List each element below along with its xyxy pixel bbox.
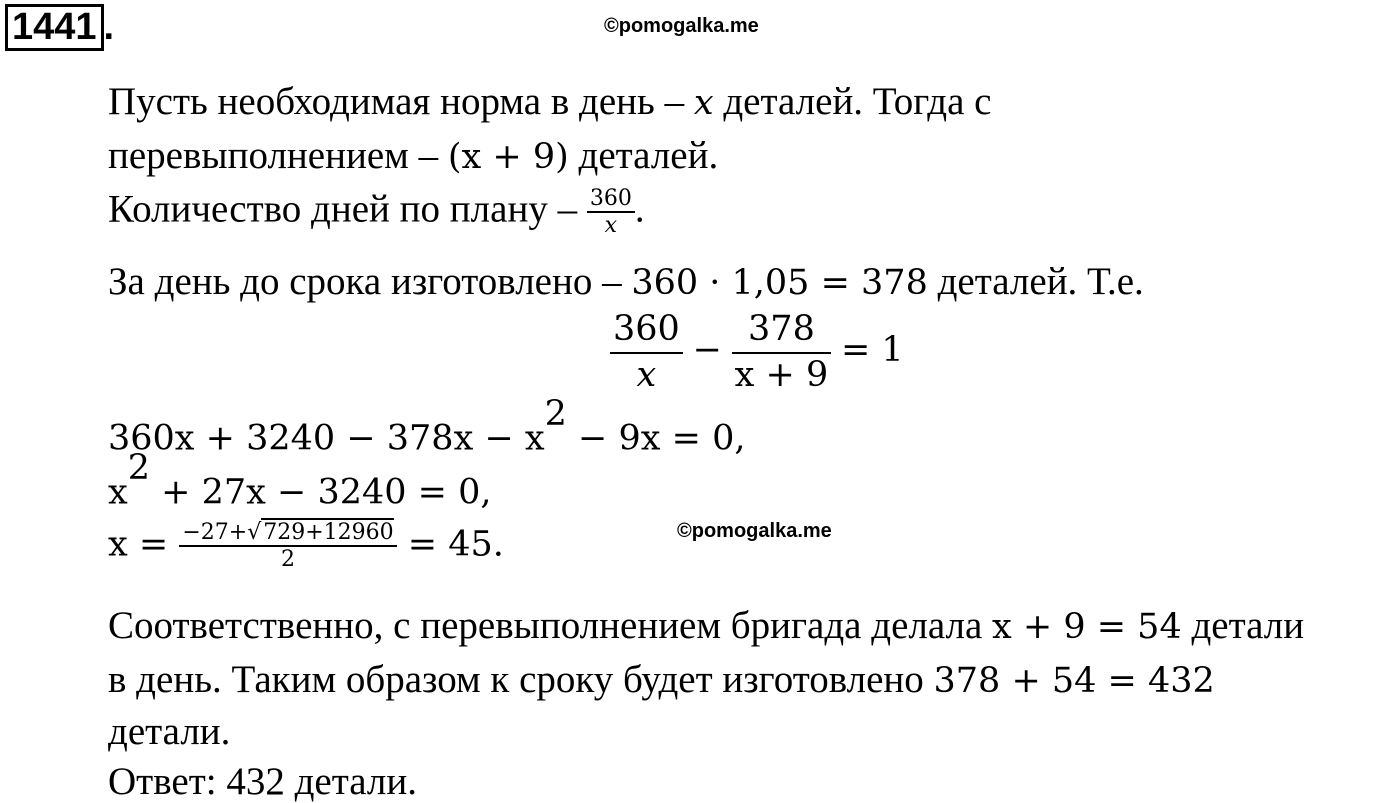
minus-sign: − <box>692 329 722 370</box>
fraction-numerator: 360 <box>587 186 635 213</box>
equation-expanded <box>108 394 746 459</box>
equation-rhs: = 1 <box>840 329 904 370</box>
text: . <box>634 187 645 231</box>
text-line-11 <box>108 712 230 751</box>
text: в день. Таким образом к сроку будет изготовлено <box>108 658 934 701</box>
text: деталей. Тогда с <box>713 80 992 123</box>
text-line-9 <box>108 606 1304 645</box>
text: детали <box>1181 604 1305 647</box>
math-expression: (x + 9) <box>447 137 569 177</box>
math-expression: x = <box>108 524 180 565</box>
fraction-numerator: 360 <box>610 308 683 354</box>
fraction-denominator: 2 <box>280 547 295 573</box>
math-expression: x <box>108 472 128 513</box>
problem-number <box>5 4 114 51</box>
radicand: 729+12960 <box>263 520 394 545</box>
text-line-1 <box>108 82 991 121</box>
fraction-denominator: x <box>636 355 657 395</box>
fraction-360-over-x <box>587 186 635 239</box>
equation-quadratic <box>108 448 492 513</box>
fraction-denominator: x + 9 <box>734 355 829 395</box>
text-line-2 <box>108 136 718 175</box>
text-line-3 <box>108 186 645 239</box>
text: Пусть необходимая норма в день – <box>108 80 694 123</box>
watermark-top: ©pomogalka.me <box>604 15 759 37</box>
problem-number-box <box>5 4 104 51</box>
math-expression: 378 + 54 = 432 <box>933 661 1215 701</box>
exponent: 2 <box>127 448 151 488</box>
equation-solution <box>108 520 504 573</box>
answer-line <box>108 762 417 801</box>
fraction-378-over-x-plus-9 <box>732 308 832 396</box>
answer-text: Ответ: 432 детали. <box>108 760 417 803</box>
math-expression: x + 9 = 54 <box>992 607 1182 647</box>
fraction-quadratic-formula <box>179 520 396 573</box>
math-expression: + 27x − 3240 = 0, <box>150 472 492 513</box>
fraction-numerator: 378 <box>732 308 832 354</box>
math-expression: 360x + 3240 − 378x − x <box>108 418 545 459</box>
text: За день до срока изготовлено – <box>108 260 632 303</box>
math-expression: = 45. <box>396 524 504 565</box>
fraction-denominator: x <box>604 213 618 239</box>
text: Соответственно, с перевыполнением бригада делала <box>108 604 993 647</box>
text: детали. <box>108 710 231 753</box>
text: деталей. Т.е. <box>927 260 1144 303</box>
text: Количество дней по плану – <box>108 187 587 231</box>
exponent: 2 <box>544 394 567 434</box>
math-var: x <box>693 83 714 123</box>
problem-number-value: 1441 <box>12 6 97 48</box>
text-line-4 <box>108 262 1144 301</box>
text: перевыполнением – <box>108 134 448 177</box>
text: деталей. <box>568 134 719 177</box>
numerator-prefix: −27+√ <box>182 520 262 545</box>
math-expression: − 9x = 0, <box>566 418 746 459</box>
fraction-numerator <box>179 520 396 547</box>
watermark-middle: ©pomogalka.me <box>677 520 832 542</box>
text-line-10 <box>108 660 1215 699</box>
problem-number-suffix: . <box>103 6 115 48</box>
fraction-360-over-x <box>610 308 683 396</box>
equation-main <box>610 308 904 396</box>
math-expression: 360 · 1,05 = 378 <box>631 263 928 303</box>
